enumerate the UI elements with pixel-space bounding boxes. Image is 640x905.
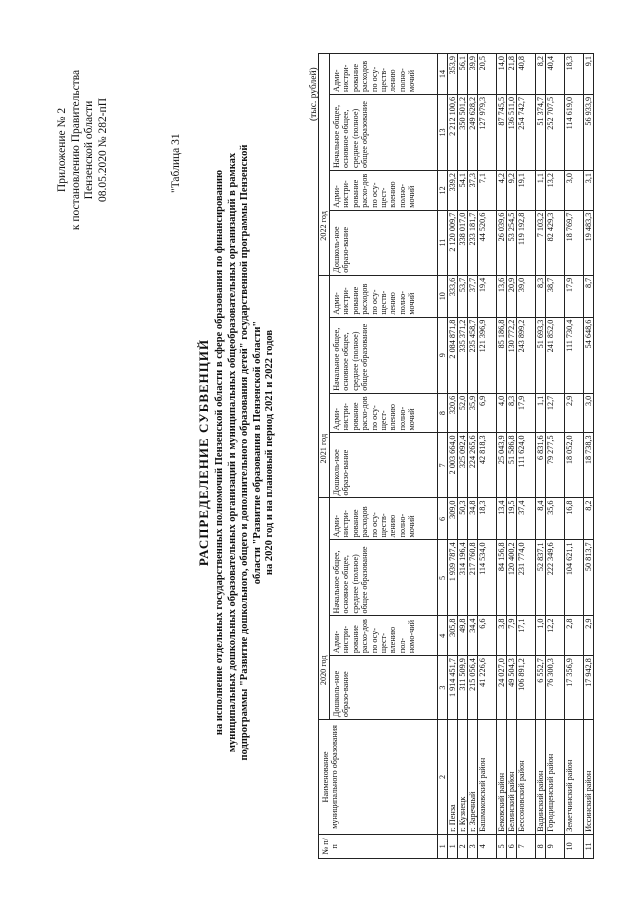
cell-value: 2,9 xyxy=(584,616,594,656)
cell-value: 17 356,9 xyxy=(565,656,584,720)
cell-value: 19,5 xyxy=(507,498,517,540)
subheader-preschool: Дошколь-ное образо-вание xyxy=(330,433,438,498)
subheader-admin: Адми-нистри-рование расходов по осу-ществ-лению полно-мочий xyxy=(330,498,438,540)
cell-value: 53 254,5 xyxy=(507,210,517,275)
cell-value: 249 628,2 xyxy=(468,94,478,170)
column-number: 11 xyxy=(438,210,448,275)
table-row xyxy=(517,54,536,859)
cell-value: 44 520,6 xyxy=(478,210,497,275)
header-year-2020: 2020 год xyxy=(319,498,330,720)
cell-value: 120 400,2 xyxy=(507,540,517,616)
document-heading xyxy=(196,115,277,790)
cell-value: 34,8 xyxy=(468,498,478,540)
table-row xyxy=(497,54,507,859)
cell-value: 2 003 664,0 xyxy=(448,433,458,498)
row-number: 1 xyxy=(448,834,458,858)
cell-value: 18 738,3 xyxy=(584,433,594,498)
cell-value: 49 504,3 xyxy=(507,656,517,720)
cell-value: 39,0 xyxy=(517,275,536,317)
cell-value: 335 371,2 xyxy=(458,317,468,393)
cell-value: 8,2 xyxy=(584,498,594,540)
column-number: 7 xyxy=(438,433,448,498)
cell-value: 217 760,8 xyxy=(468,540,478,616)
heading-line-5: на 2020 год и на плановый период 2021 и 2022 годов xyxy=(264,329,275,576)
cell-value: 12,7 xyxy=(546,393,565,433)
cell-value: 8,3 xyxy=(536,275,546,317)
table-row xyxy=(458,54,468,859)
subheader-admin: Адми-нистри-рование расхо-дов по осу-щест-влению пол-номо-чий xyxy=(330,616,438,656)
cell-value: 215 056,4 xyxy=(468,656,478,720)
row-number: 3 xyxy=(468,834,478,858)
cell-value: 53,7 xyxy=(458,275,468,317)
cell-value: 37,7 xyxy=(468,275,478,317)
cell-value: 17 942,8 xyxy=(584,656,594,720)
cell-value: 18,3 xyxy=(478,498,497,540)
appendix-block xyxy=(56,45,110,255)
cell-value: 13,4 xyxy=(497,498,507,540)
column-number: 2 xyxy=(438,720,448,835)
cell-value: 20,5 xyxy=(478,54,497,95)
column-number: 5 xyxy=(438,540,448,616)
column-number: 14 xyxy=(438,54,448,95)
cell-value: 17,9 xyxy=(565,275,584,317)
cell-value: 49,8 xyxy=(458,616,468,656)
municipality-name: Земетчинский район xyxy=(565,720,584,835)
municipality-name: г. Пенза xyxy=(448,720,458,835)
row-number: 9 xyxy=(546,834,565,858)
column-number: 10 xyxy=(438,275,448,317)
row-number: 2 xyxy=(458,834,468,858)
column-number: 6 xyxy=(438,498,448,540)
subheader-preschool: Дошколь-ное образо-вание xyxy=(330,656,438,720)
cell-value: 6,9 xyxy=(478,393,497,433)
cell-value: 56 933,9 xyxy=(584,94,594,170)
cell-value: 222 349,6 xyxy=(546,540,565,616)
header-year-2021: 2021 год xyxy=(319,275,330,498)
cell-value: 7 103,2 xyxy=(536,210,546,275)
municipality-name: Бековский район xyxy=(497,720,507,835)
cell-value: 6 552,7 xyxy=(536,656,546,720)
cell-value: 8,4 xyxy=(536,498,546,540)
municipality-name: Вадинский район xyxy=(536,720,546,835)
cell-value: 309,0 xyxy=(448,498,458,540)
cell-value: 24 027,0 xyxy=(497,656,507,720)
cell-value: 8,7 xyxy=(584,275,594,317)
cell-value: 42 818,3 xyxy=(478,433,497,498)
cell-value: 4,0 xyxy=(497,393,507,433)
table-row xyxy=(468,54,478,859)
column-number: 3 xyxy=(438,656,448,720)
cell-value: 8,2 xyxy=(536,54,546,95)
row-number: 6 xyxy=(507,834,517,858)
cell-value: 54 648,6 xyxy=(584,317,594,393)
cell-value: 127 979,3 xyxy=(478,94,497,170)
cell-value: 87 745,5 xyxy=(497,94,507,170)
cell-value: 1,0 xyxy=(536,616,546,656)
row-number: 4 xyxy=(478,834,497,858)
cell-value: 35,6 xyxy=(546,498,565,540)
document-title: РАСПРЕДЕЛЕНИЕ СУБВЕНЦИЙ xyxy=(196,338,211,567)
municipality-name: Бессоновский район xyxy=(517,720,536,835)
cell-value: 51 586,8 xyxy=(507,433,517,498)
cell-value: 3,8 xyxy=(497,616,507,656)
cell-value: 121 396,9 xyxy=(478,317,497,393)
cell-value: 51 374,7 xyxy=(536,94,546,170)
cell-value: 37,3 xyxy=(468,171,478,211)
appendix-line-3: Пензенской области xyxy=(83,100,95,200)
column-number: 4 xyxy=(438,616,448,656)
cell-value: 3,1 xyxy=(584,171,594,211)
cell-value: 224 265,6 xyxy=(468,433,478,498)
cell-value: 85 186,8 xyxy=(497,317,507,393)
cell-value: 136 511,0 xyxy=(507,94,517,170)
cell-value: 26 039,6 xyxy=(497,210,507,275)
table-row xyxy=(584,54,594,859)
cell-value: 19 483,3 xyxy=(584,210,594,275)
cell-value: 18,3 xyxy=(565,54,584,95)
subheader-admin: Адми-нистри-рование расхо-дов по осу-щест-влению полно-мочий xyxy=(330,393,438,433)
cell-value: 17,9 xyxy=(517,393,536,433)
cell-value: 111 624,0 xyxy=(517,433,536,498)
cell-value: 353,9 xyxy=(448,54,458,95)
column-number: 1 xyxy=(438,834,448,858)
cell-value: 235 458,7 xyxy=(468,317,478,393)
cell-value: 54,1 xyxy=(458,171,468,211)
subheader-general: Начальное общее, основное общее, среднее (полное) общее образование xyxy=(330,317,438,393)
table-row xyxy=(565,54,584,859)
heading-line-2: муниципальных дошкольных образовательных организаций и муниципальных общеобразовательных организаций в рамках xyxy=(226,152,238,753)
cell-value: 333,6 xyxy=(448,275,458,317)
column-number: 12 xyxy=(438,171,448,211)
cell-value: 14,0 xyxy=(497,54,507,95)
municipality-name: Белинский район xyxy=(507,720,517,835)
cell-value: 1,1 xyxy=(536,171,546,211)
cell-value: 7,1 xyxy=(478,171,497,211)
cell-value: 311 509,9 xyxy=(458,656,468,720)
cell-value: 25 043,9 xyxy=(497,433,507,498)
cell-value: 40,8 xyxy=(517,54,536,95)
cell-value: 1 914 451,7 xyxy=(448,656,458,720)
cell-value: 50,3 xyxy=(458,498,468,540)
cell-value: 19,4 xyxy=(478,275,497,317)
cell-value: 37,4 xyxy=(517,498,536,540)
subheader-general: Начальное общее, основное общее, среднее (полное) общее образование xyxy=(330,540,438,616)
column-number: 8 xyxy=(438,393,448,433)
municipality-name: г. Заречный xyxy=(468,720,478,835)
cell-value: 34,4 xyxy=(468,616,478,656)
row-number: 5 xyxy=(497,834,507,858)
units-label: (тыс. рублей) xyxy=(309,67,319,121)
table-row xyxy=(546,54,565,859)
cell-value: 3,0 xyxy=(565,171,584,211)
table-number: "Таблица 31 xyxy=(170,133,182,193)
subsidy-table xyxy=(318,53,594,859)
table-row xyxy=(536,54,546,859)
heading-line-3: подпрограммы "Развитие дошкольного, общего и дополнительного образования детей" государственной программы Пензенской xyxy=(239,144,250,761)
appendix-line-4: 08.05.2020 № 282-пП xyxy=(96,98,109,203)
cell-value: 305,8 xyxy=(448,616,458,656)
cell-value: 7,9 xyxy=(507,616,517,656)
header-name: Наименование муниципального образования xyxy=(319,720,438,835)
cell-value: 84 156,8 xyxy=(497,540,507,616)
table-row xyxy=(478,54,497,859)
municipality-name: Городищенский район xyxy=(546,720,565,835)
cell-value: 76 300,3 xyxy=(546,656,565,720)
appendix-line-1: Приложение № 2 xyxy=(56,107,68,193)
header-no: № п/п xyxy=(319,834,438,858)
cell-value: 18 769,7 xyxy=(565,210,584,275)
row-number: 7 xyxy=(517,834,536,858)
column-numbers-row xyxy=(438,54,448,859)
cell-value: 39,9 xyxy=(468,54,478,95)
table-body xyxy=(448,54,594,859)
cell-value: 3,0 xyxy=(584,393,594,433)
subheader-general: Начальное общее, основное общее, среднее (полное) общее образование xyxy=(330,94,438,170)
municipality-name: г. Кузнецк xyxy=(458,720,468,835)
cell-value: 40,4 xyxy=(546,54,565,95)
cell-value: 8,3 xyxy=(507,393,517,433)
cell-value: 325 092,4 xyxy=(458,433,468,498)
cell-value: 6,6 xyxy=(478,616,497,656)
municipality-name: Башмаковский район xyxy=(478,720,497,835)
cell-value: 2,8 xyxy=(565,616,584,656)
cell-value: 1,1 xyxy=(536,393,546,433)
cell-value: 18 052,0 xyxy=(565,433,584,498)
cell-value: 82 429,3 xyxy=(546,210,565,275)
subheader-admin: Адми-нистри-рование расходов по осу-ществ-лению полно-мочий xyxy=(330,275,438,317)
cell-value: 17,1 xyxy=(517,616,536,656)
table-row xyxy=(448,54,458,859)
cell-value: 35,9 xyxy=(468,393,478,433)
cell-value: 51 693,3 xyxy=(536,317,546,393)
cell-value: 338 017,0 xyxy=(458,210,468,275)
cell-value: 114 534,0 xyxy=(478,540,497,616)
cell-value: 56,1 xyxy=(458,54,468,95)
cell-value: 41 226,6 xyxy=(478,656,497,720)
cell-value: 1 939 787,4 xyxy=(448,540,458,616)
subheader-admin: Адми-нистри-рование расходов по осу-ществ-лению полно-мочий xyxy=(330,54,438,95)
cell-value: 339,2 xyxy=(448,171,458,211)
cell-value: 9,1 xyxy=(584,54,594,95)
cell-value: 106 891,2 xyxy=(517,656,536,720)
heading-line-1: на исполнение отдельных государственных полномочий Пензенской области в сфере образования по финансированию xyxy=(214,169,225,736)
cell-value: 114 619,0 xyxy=(565,94,584,170)
subheader-admin: Адми-нистри-рование расхо-дов по осу-щест-влению полно-мочий xyxy=(330,171,438,211)
municipality-name: Иссинский район xyxy=(584,720,594,835)
cell-value: 21,8 xyxy=(507,54,517,95)
cell-value: 38,7 xyxy=(546,275,565,317)
cell-value: 19,1 xyxy=(517,171,536,211)
cell-value: 2 084 871,8 xyxy=(448,317,458,393)
column-number: 13 xyxy=(438,94,448,170)
cell-value: 243 899,2 xyxy=(517,317,536,393)
heading-line-4: области "Развитие образования в Пензенской области" xyxy=(251,320,263,585)
cell-value: 9,2 xyxy=(507,171,517,211)
cell-value: 254 742,7 xyxy=(517,94,536,170)
cell-value: 2,9 xyxy=(565,393,584,433)
cell-value: 119 192,8 xyxy=(517,210,536,275)
cell-value: 233 181,7 xyxy=(468,210,478,275)
cell-value: 6 831,6 xyxy=(536,433,546,498)
header-year-2022: 2022 год xyxy=(319,54,330,276)
cell-value: 79 277,5 xyxy=(546,433,565,498)
column-number: 9 xyxy=(438,317,448,393)
cell-value: 111 730,4 xyxy=(565,317,584,393)
row-number: 8 xyxy=(536,834,546,858)
cell-value: 52,0 xyxy=(458,393,468,433)
cell-value: 50 813,7 xyxy=(584,540,594,616)
appendix-line-2: к постановлению Правительства xyxy=(69,69,82,231)
cell-value: 104 621,1 xyxy=(565,540,584,616)
cell-value: 350 501,2 xyxy=(458,94,468,170)
cell-value: 314 196,4 xyxy=(458,540,468,616)
cell-value: 130 772,2 xyxy=(507,317,517,393)
subheader-preschool: Дошколь-ное образо-вание xyxy=(330,210,438,275)
cell-value: 13,6 xyxy=(497,275,507,317)
cell-value: 231 774,0 xyxy=(517,540,536,616)
cell-value: 320,6 xyxy=(448,393,458,433)
row-number: 11 xyxy=(584,834,594,858)
cell-value: 2 120 009,7 xyxy=(448,210,458,275)
cell-value: 20,9 xyxy=(507,275,517,317)
table-row xyxy=(507,54,517,859)
cell-value: 52 837,1 xyxy=(536,540,546,616)
cell-value: 252 707,5 xyxy=(546,94,565,170)
cell-value: 13,2 xyxy=(546,171,565,211)
cell-value: 12,2 xyxy=(546,616,565,656)
cell-value: 241 852,0 xyxy=(546,317,565,393)
cell-value: 4,2 xyxy=(497,171,507,211)
row-number: 10 xyxy=(565,834,584,858)
cell-value: 2 212 100,6 xyxy=(448,94,458,170)
cell-value: 16,8 xyxy=(565,498,584,540)
